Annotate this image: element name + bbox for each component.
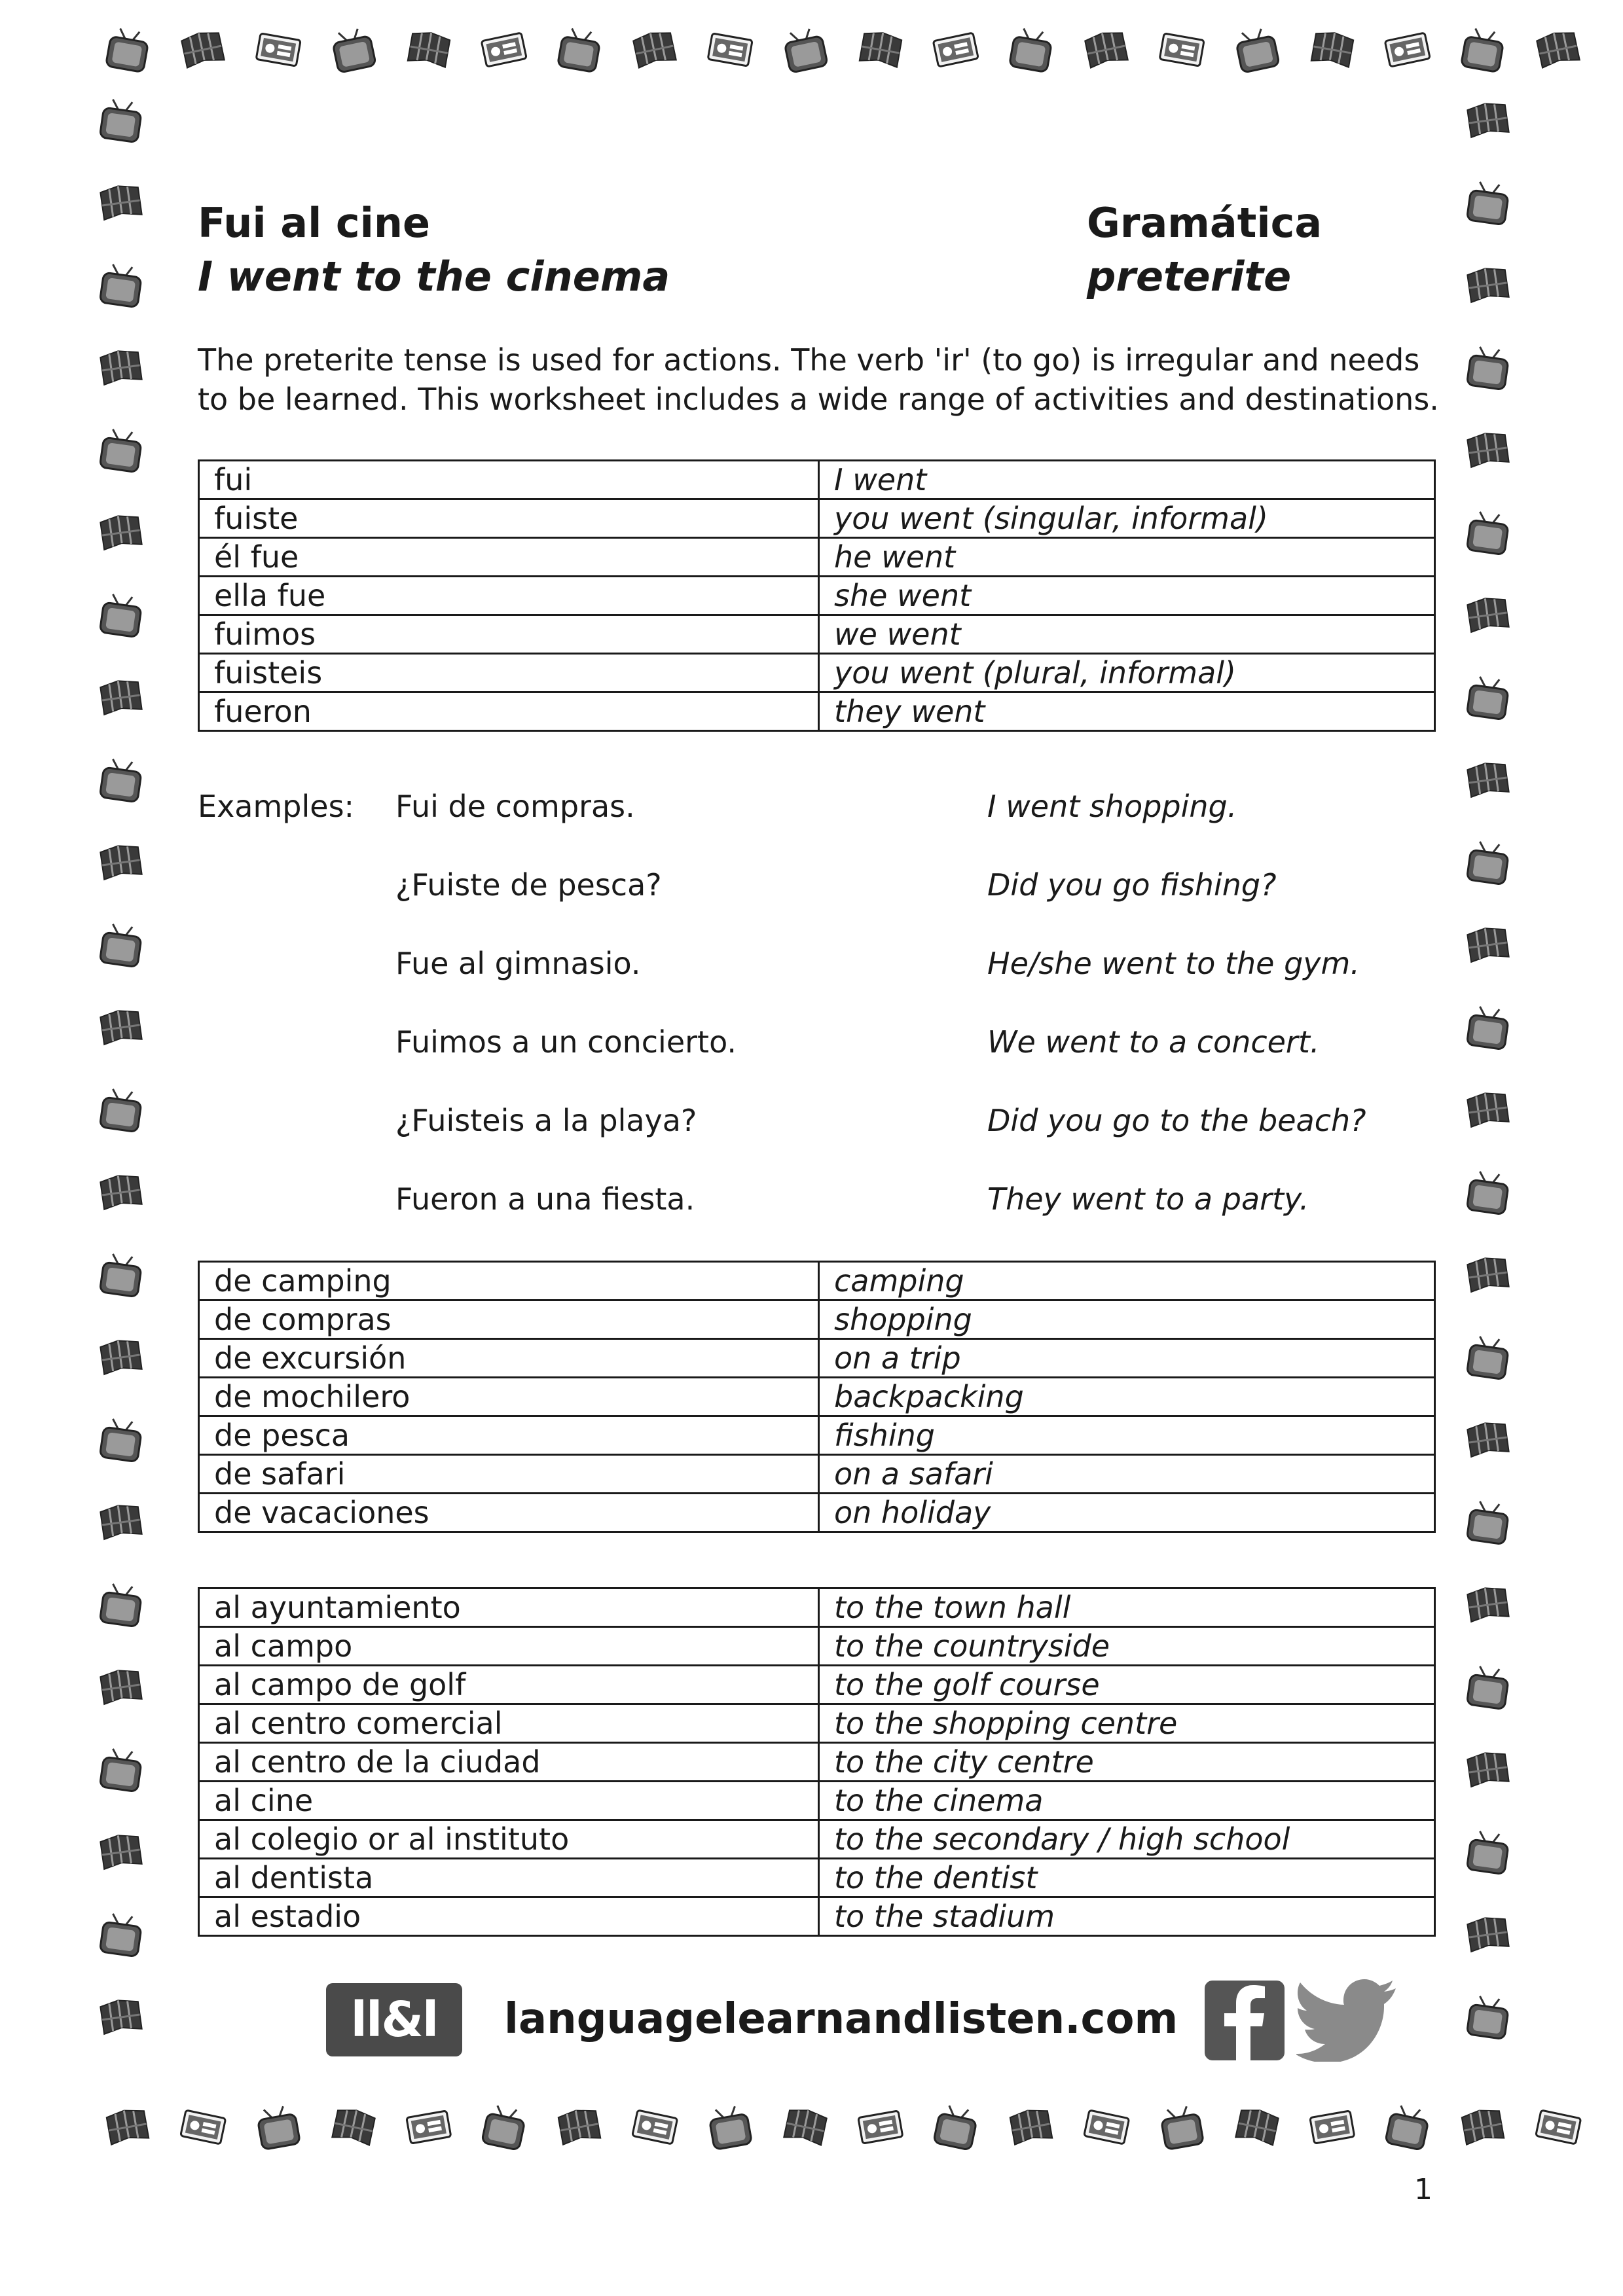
tv-icon [95,260,147,312]
flag-icon [1462,95,1514,147]
flag-icon [1462,1744,1514,1796]
flag-icon [1462,590,1514,641]
spanish-cell: de vacaciones [199,1494,819,1532]
destination-row [199,1897,1435,1936]
ticket-icon [627,2100,682,2155]
english-cell: you went (plural, informal) [819,654,1435,692]
activity-row [199,1455,1435,1494]
flag-icon [402,24,455,77]
flag-icon [1462,425,1514,476]
example-english: Did you go fishing? [987,867,1277,903]
flag-icon [95,1332,147,1384]
spanish-cell: al centro de la ciudad [199,1743,819,1782]
flag-icon [95,507,147,559]
conjugation-row [199,461,1435,499]
facebook-icon[interactable] [1205,1981,1285,2060]
spanish-cell: de pesca [199,1416,819,1455]
destination-row [199,1588,1435,1627]
english-cell: shopping [819,1300,1435,1339]
site-url[interactable]: languagelearnandlisten.com [504,1995,1178,2043]
ticket-icon [477,23,531,77]
tv-icon [1155,2101,1208,2154]
tv-icon [1462,1827,1514,1878]
category-title: Gramática [1087,199,1322,247]
activities-table [198,1261,1436,1533]
activity-row [199,1378,1435,1416]
tv-icon [1462,837,1514,889]
tv-icon [95,1909,147,1961]
destination-row [199,1627,1435,1666]
tv-icon [95,425,147,476]
spanish-cell: de compras [199,1300,819,1339]
destination-row [199,1820,1435,1859]
activity-row [199,1339,1435,1378]
tv-icon [1462,342,1514,394]
destination-row [199,1782,1435,1820]
flag-icon [1531,23,1585,77]
tv-icon [95,590,147,641]
tv-icon [95,1579,147,1631]
tv-icon [1462,1992,1514,2043]
tv-icon [1230,23,1284,77]
spanish-cell: fuisteis [199,654,819,692]
spanish-cell: al dentista [199,1859,819,1897]
english-cell: she went [819,577,1435,615]
english-cell: to the secondary / high school [819,1820,1435,1859]
spanish-cell: fueron [199,692,819,731]
example-english: We went to a concert. [987,1024,1320,1060]
spanish-cell: al cine [199,1782,819,1820]
flag-icon [1462,260,1514,312]
spanish-cell: fuiste [199,499,819,538]
tv-icon [95,1414,147,1466]
tv-icon [778,23,832,77]
flag-icon [1305,24,1359,77]
flag-icon [1462,755,1514,806]
flag-icon [95,342,147,394]
flag-icon [1462,1909,1514,1961]
example-spanish: ¿Fuiste de pesca? [395,867,662,903]
flag-icon [95,672,147,724]
ticket-icon [928,23,983,77]
examples-label: Examples: [198,789,355,824]
flag-icon [1462,1579,1514,1631]
flag-icon [175,23,230,77]
tv-icon [1380,2100,1434,2155]
flag-icon [101,2101,154,2154]
tv-icon [95,920,147,971]
english-cell: on a trip [819,1339,1435,1378]
destination-row [199,1704,1435,1743]
english-cell: fishing [819,1416,1435,1455]
tv-icon [928,2100,983,2155]
english-cell: they went [819,692,1435,731]
activity-row [199,1300,1435,1339]
tv-icon [1462,1662,1514,1713]
tv-icon [477,2100,531,2155]
site-logo[interactable]: ll&l [326,1983,462,2056]
category-subtitle: preterite [1087,253,1292,300]
flag-icon [778,2100,832,2155]
english-cell: to the city centre [819,1743,1435,1782]
english-cell: to the dentist [819,1859,1435,1897]
flag-icon [1230,2100,1284,2155]
tv-icon [1462,507,1514,559]
example-spanish: Fui de compras. [395,789,635,824]
tv-icon [1462,1497,1514,1549]
english-cell: to the countryside [819,1627,1435,1666]
ticket-icon [402,2101,455,2154]
spanish-cell: de mochilero [199,1378,819,1416]
intro-text: The preterite tense is used for actions. The verb 'ir' (to go) is irregular and needs to be learned. This worksheet includes a wide range of activities and destinations. [198,342,1439,417]
tv-icon [1462,1332,1514,1384]
flag-icon [95,177,147,229]
example-spanish: ¿Fuisteis a la playa? [395,1103,697,1138]
conjugation-row [199,577,1435,615]
english-cell: to the cinema [819,1782,1435,1820]
spanish-cell: de excursión [199,1339,819,1378]
example-spanish: Fuimos a un concierto. [395,1024,737,1060]
conjugation-row [199,615,1435,654]
spanish-cell: al estadio [199,1897,819,1936]
ticket-icon [1305,2101,1359,2154]
flag-icon [95,1497,147,1549]
spanish-cell: al colegio or al instituto [199,1820,819,1859]
page-subtitle: I went to the cinema [198,253,670,300]
spanish-cell: de camping [199,1262,819,1300]
conjugation-table [198,459,1436,732]
flag-icon [1456,2101,1509,2154]
tv-icon [326,23,380,77]
tv-icon [1462,177,1514,229]
tv-icon [95,1744,147,1796]
conjugation-row [199,654,1435,692]
spanish-cell: ella fue [199,577,819,615]
ticket-icon [854,2101,907,2154]
english-cell: backpacking [819,1378,1435,1416]
flag-icon [854,24,907,77]
flag-icon [326,2100,380,2155]
english-cell: to the shopping centre [819,1704,1435,1743]
flag-icon [627,23,682,77]
flag-icon [1079,23,1133,77]
tv-icon [95,1249,147,1301]
flag-icon [95,837,147,889]
english-cell: we went [819,615,1435,654]
example-spanish: Fue al gimnasio. [395,946,641,981]
spanish-cell: fuimos [199,615,819,654]
activity-row [199,1494,1435,1532]
activity-row [199,1416,1435,1455]
flag-icon [1462,1085,1514,1136]
title-block-right [1087,196,1322,304]
ticket-icon [175,2100,230,2155]
tv-icon [95,755,147,806]
tv-icon [1004,24,1057,77]
flag-icon [1462,920,1514,971]
page-number: 1 [1414,2173,1432,2206]
spanish-cell: él fue [199,538,819,577]
destinations-table [198,1587,1436,1937]
ticket-icon [1380,23,1434,77]
flag-icon [95,1002,147,1054]
destination-row [199,1666,1435,1704]
flag-icon [95,1167,147,1219]
spanish-cell: al campo de golf [199,1666,819,1704]
ticket-icon [1155,24,1208,77]
ticket-icon [1531,2100,1585,2155]
flag-icon [95,1827,147,1878]
page-title: Fui al cine [198,199,431,247]
spanish-cell: al campo [199,1627,819,1666]
flag-icon [1004,2101,1057,2154]
tv-icon [101,24,154,77]
english-cell: to the stadium [819,1897,1435,1936]
example-english: Did you go to the beach? [987,1103,1366,1138]
flag-icon [95,1662,147,1713]
flag-icon [1462,1249,1514,1301]
english-cell: he went [819,538,1435,577]
tv-icon [1462,1002,1514,1054]
destination-row [199,1743,1435,1782]
spanish-cell: al ayuntamiento [199,1588,819,1627]
spanish-cell: fui [199,461,819,499]
english-cell: camping [819,1262,1435,1300]
flag-icon [1462,1414,1514,1466]
conjugation-row [199,538,1435,577]
english-cell: on holiday [819,1494,1435,1532]
example-spanish: Fueron a una fiesta. [395,1181,695,1217]
tv-icon [251,2101,304,2154]
tv-icon [1456,24,1509,77]
activity-row [199,1262,1435,1300]
ticket-icon [703,24,756,77]
spanish-cell: al centro comercial [199,1704,819,1743]
twitter-icon[interactable] [1296,1977,1401,2062]
ticket-icon [251,24,304,77]
english-cell: you went (singular, informal) [819,499,1435,538]
example-english: They went to a party. [987,1181,1309,1217]
english-cell: on a safari [819,1455,1435,1494]
tv-icon [95,95,147,147]
flag-icon [95,1992,147,2043]
title-block-left [198,196,670,304]
tv-icon [703,2101,756,2154]
conjugation-row [199,499,1435,538]
ticket-icon [1079,2100,1133,2155]
conjugation-row [199,692,1435,731]
example-english: He/she went to the gym. [987,946,1360,981]
example-english: I went shopping. [987,789,1237,824]
tv-icon [553,24,606,77]
english-cell: I went [819,461,1435,499]
english-cell: to the golf course [819,1666,1435,1704]
tv-icon [95,1085,147,1136]
english-cell: to the town hall [819,1588,1435,1627]
spanish-cell: de safari [199,1455,819,1494]
flag-icon [553,2101,606,2154]
destination-row [199,1859,1435,1897]
tv-icon [1462,672,1514,724]
tv-icon [1462,1167,1514,1219]
